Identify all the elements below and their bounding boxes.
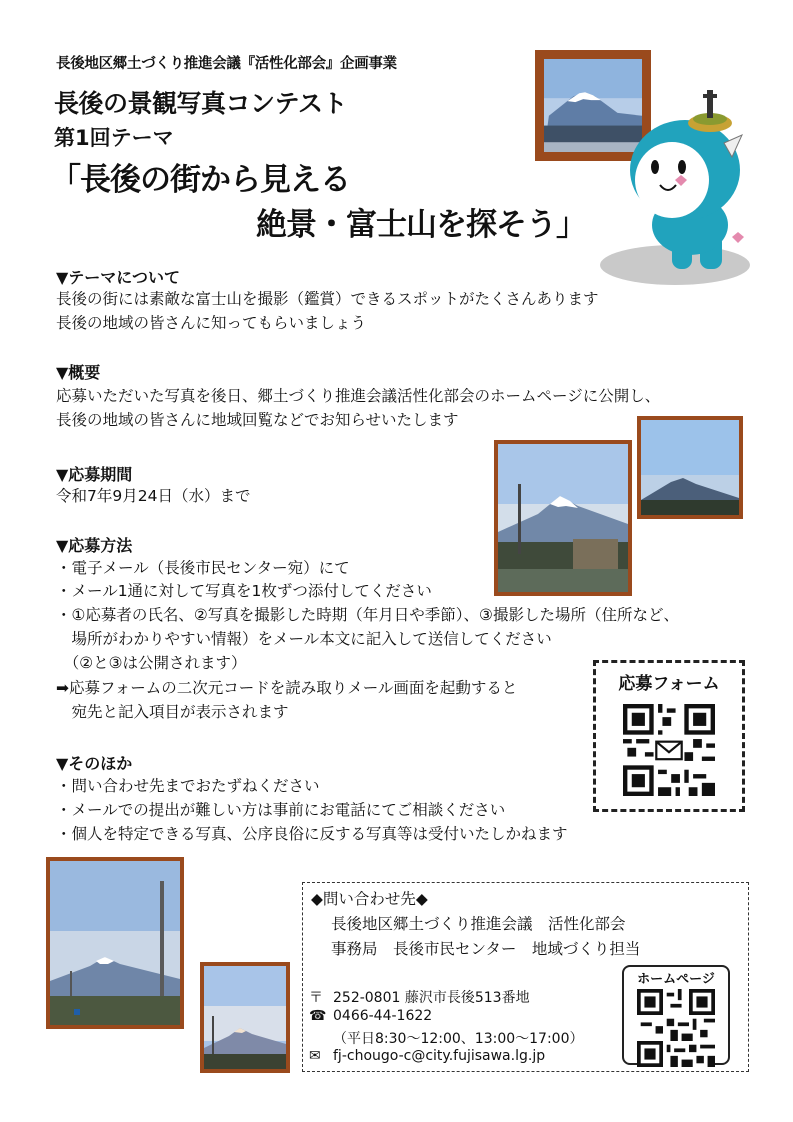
section-heading-overview: ▼概要 [56, 363, 101, 382]
method-line-2: ・メール1通に対して写真を1枚ずつ添付してください [56, 582, 432, 600]
homepage-qr-code-icon[interactable] [637, 989, 715, 1067]
phone-icon: ☎ [309, 1008, 327, 1024]
postal-icon: 〒 [309, 990, 323, 1006]
photo-fuji-framed-middle [494, 440, 632, 596]
form-qr-code-icon[interactable] [623, 704, 715, 796]
overview-line-1: 応募いただいた写真を後日、郷土づくり推進会議活性化部会のホームページに公開し、 [56, 387, 661, 405]
photo-fuji-framed-right [637, 416, 743, 519]
theme-title-line1: 「長後の街から見える [50, 162, 350, 198]
theme-line-1: 長後の街には素敵な富士山を撮影（鑑賞）できるスポットがたくさんあります [56, 290, 599, 308]
contest-title: 長後の景観写真コンテスト [54, 89, 348, 118]
contact-office: 事務局 長後市民センター 地域づくり担当 [331, 940, 641, 958]
theme-number: 第1回テーマ [54, 126, 174, 150]
homepage-label: ホームページ [637, 972, 715, 987]
contact-hours: （平日8:30～12:00、13:00～17:00） [333, 1031, 584, 1047]
form-label: 応募フォーム [618, 674, 720, 694]
method-line-4: 場所がわかりやすい情報）をメール本文に記入して送信してください [56, 630, 552, 648]
method-line-7: 宛先と記入項目が表示されます [56, 703, 289, 721]
organizer-line: 長後地区郷土づくり推進会議『活性化部会』企画事業 [56, 56, 397, 72]
mail-icon: ✉ [309, 1048, 321, 1064]
contact-org: 長後地区郷土づくり推進会議 活性化部会 [331, 915, 626, 933]
application-form-box[interactable] [593, 660, 745, 812]
other-line-1: ・問い合わせ先までおたずねください [56, 777, 320, 795]
contact-phone[interactable]: 0466-44-1622 [333, 1008, 433, 1024]
method-line-5: （②と③は公開されます） [56, 654, 247, 672]
other-line-2: ・メールでの提出が難しい方は事前にお電話にてご相談ください [56, 801, 506, 819]
period-line-1: 令和7年9月24日（水）まで [56, 487, 251, 505]
method-line-6: ➡応募フォームの二次元コードを読み取りメール画面を起動すると [56, 679, 518, 697]
theme-line-2: 長後の地域の皆さんに知ってもらいましょう [56, 314, 367, 332]
contact-heading: ◆問い合わせ先◆ [311, 890, 428, 908]
section-heading-period: ▼応募期間 [56, 465, 133, 484]
method-line-3: ・①応募者の氏名、②写真を撮影した時期（年月日や季節）、③撮影した場所（住所など、 [56, 606, 679, 624]
section-heading-other: ▼そのほか [56, 754, 133, 773]
photo-fuji-framed-bottom-left [46, 857, 184, 1029]
section-heading-method: ▼応募方法 [56, 536, 133, 555]
method-line-1: ・電子メール（長後市民センター宛）にて [56, 559, 350, 577]
homepage-box[interactable] [622, 965, 730, 1065]
overview-line-2: 長後の地域の皆さんに地域回覧などでお知らせいたします [56, 411, 459, 429]
photo-fuji-framed-bottom-small [200, 962, 290, 1073]
other-line-3: ・個人を特定できる写真、公序良俗に反する写真等は受付いたしかねます [56, 825, 568, 843]
mascot-character [560, 85, 755, 290]
theme-title-line2: 絶景・富士山を探そう」 [256, 207, 586, 243]
contact-address: 252-0801 藤沢市長後513番地 [333, 990, 530, 1006]
contact-email[interactable]: fj-chougo-c@city.fujisawa.lg.jp [333, 1048, 546, 1064]
section-heading-theme: ▼テーマについて [56, 268, 180, 287]
